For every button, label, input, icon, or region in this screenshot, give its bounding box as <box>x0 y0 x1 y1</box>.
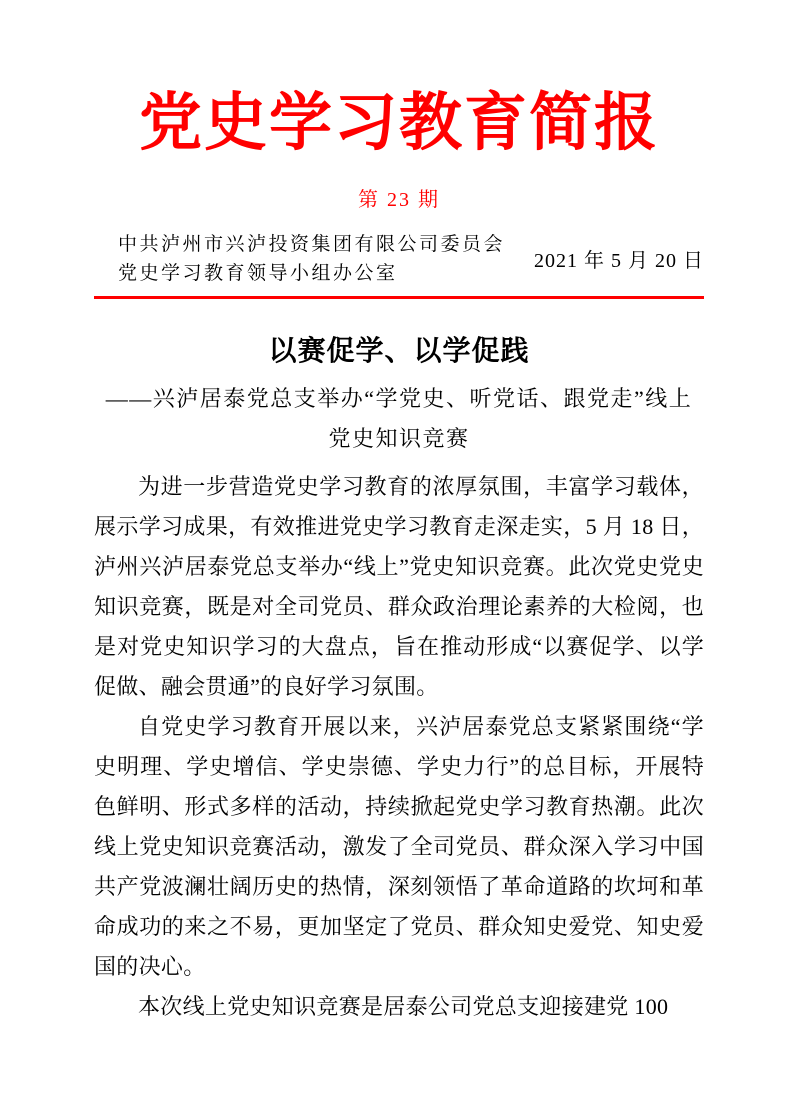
masthead-info-row <box>94 230 704 288</box>
article-title: 以赛促学、以学促践 <box>268 335 530 367</box>
article-subtitle: ——兴泸居泰党总支举办“学党史、听党话、跟党走”线上党史知识竞赛 <box>105 385 693 451</box>
article-paragraph-1: 为进一步营造党史学习教育的浓厚氛围，丰富学习载体，展示学习成果，有效推进党史学习教育走深走实，5 月 18 日，泸州兴泸居泰党总支举办“线上”党史知识竞赛。此次党史党史知识竞赛，既是对全司党员、群众政治理论素养的大检阅，也是对党史知识学习的大盘点，旨在推动形成“以赛促学、以学促做、融会贯通”的良好学习氛围。 <box>94 473 704 699</box>
bulletin-title: 党史学习教育简报 <box>139 88 659 158</box>
masthead-divider-rule <box>94 296 704 299</box>
article-paragraph-2: 自党史学习教育开展以来，兴泸居泰党总支紧紧围绕“学史明理、学史增信、学史崇德、学史力行”的总目标，开展特色鲜明、形式多样的活动，持续掀起党史学习教育热潮。此次线上党史知识竞赛活动，激发了全司党员、群众深入学习中国共产党波澜壮阔历史的热情，深刻领悟了革命道路的坎坷和革命成功的来之不易，更加坚定了党员、群众知史爱党、知史爱国的决心。 <box>94 713 704 979</box>
issue-number: 第 23 期 <box>358 188 440 211</box>
article-paragraph-3: 本次线上党史知识竞赛是居泰公司党总支迎接建党 100 <box>138 993 669 1019</box>
org-line-1: 中共泸州市兴泸投资集团有限公司委员会 <box>118 233 506 255</box>
issue-date: 2021 年 5 月 20 日 <box>534 250 704 273</box>
issuing-org <box>118 230 505 288</box>
article-body <box>94 329 704 1027</box>
org-line-2: 党史学习教育领导小组办公室 <box>118 262 398 284</box>
